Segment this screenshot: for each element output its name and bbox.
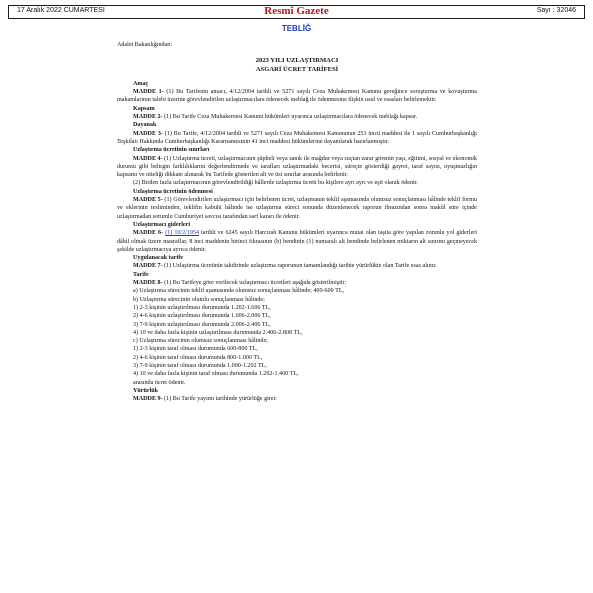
article-9: [117, 395, 477, 403]
article-3: [117, 130, 477, 147]
article-5-label: MADDE 5-: [133, 197, 163, 204]
tariff-line-c2: 2) 4-6 kişinin taraf olması durumunda 800-1.000 TL,: [133, 354, 263, 361]
article-6: [117, 229, 477, 254]
document-body: [117, 41, 477, 403]
article-2-label: MADDE 2-: [133, 114, 163, 121]
tariff-line-closing: arasında ücret ödenir.: [133, 379, 186, 386]
tariff-line-b3: 3) 7-9 kişinin uzlaştırılması durumunda 2.006-2.406 TL,: [133, 321, 271, 328]
article-9-label: MADDE 9-: [133, 396, 163, 403]
article-6-text: tarihli ve 6245 sayılı Harcırah Kanunu hükümleri uyarınca mutat olan taşıta göre yapılan zorunlu yol giderleri dâhil olmak üzere masraflar, 8 inci maddenin birinci fıkrasının (b) bendinin (1) numaralı alt bendinde belirlenen miktarın alt sınırını geçmeyecek şekilde uzlaştırmacıya ayrıca ödenir.: [117, 230, 477, 253]
article-4-heading: Uzlaştırma ücretinin sınırları: [133, 147, 210, 154]
article-3-label: MADDE 3-: [133, 130, 163, 137]
gazette-header: [8, 5, 585, 19]
tariff-line-c3: 3) 7-9 kişinin taraf olması durumunda 1.000-1.202 TL,: [133, 362, 267, 369]
article-4-paragraph-2: (2) Birden fazla uzlaştırmacının görevlendirildiği hâllerde uzlaştırma ücreti bu kişilere ayrı ayrı ve eşit olarak ödenir.: [133, 180, 418, 187]
article-2-text: (1) Bu Tarife Ceza Muhakemesi Kanunu hükümleri uyarınca uzlaştırmacılara ödenecek meblağı kapsar.: [162, 114, 418, 121]
article-1-label: MADDE 1-: [133, 89, 164, 96]
article-4: [117, 155, 477, 180]
tariff-line-b4: 4) 10 ve daha fazla kişinin uzlaştırılması durumunda 2.406-2.808 TL,: [133, 329, 303, 336]
article-2: [117, 113, 477, 121]
article-4-label: MADDE 4-: [133, 155, 163, 162]
article-7-text: (1) Uzlaştırma ücretinin takdirinde uzlaştırma raporunun tamamlandığı tarihte yürürlükte olan Tarife esas alınır.: [162, 263, 437, 270]
article-8-heading: Tarife: [133, 271, 149, 278]
article-3-text: (1) Bu Tarife, 4/12/2004 tarihli ve 5271 sayılı Ceza Muhakemesi Kanununun 253 üncü maddesi ile 1 sayılı Cumhurbaşkanlığı Teşkilatı Hakkında Cumhurbaşkanlığı Kararnamesinin 41 inci maddesi hükümlerine dayanılarak hazırlanmıştır.: [117, 130, 477, 145]
article-3-heading: Dayanak: [133, 122, 157, 129]
article-8: [117, 279, 477, 287]
issue-number: Sayı : 32046: [536, 7, 576, 14]
gazette-title: Resmî Gazete: [264, 5, 329, 17]
issuer: Adalet Bakanlığından:: [117, 42, 172, 48]
article-1-heading: Amaç: [133, 80, 149, 87]
article-9-text: (1) Bu Tarife yayımı tarihinde yürürlüğe girer.: [162, 396, 277, 403]
tariff-line-c4: 4) 10 ve daha fazla kişinin taraf olması durumunda 1.202-1.400 TL,: [133, 371, 299, 378]
article-7-heading: Uygulanacak tarife: [133, 255, 183, 262]
article-1: [117, 88, 477, 105]
tariff-line-b2: 2) 4-6 kişinin uzlaştırılması durumunda 1.606-2.006 TL,: [133, 313, 271, 320]
document-title-line2: ASGARİ ÜCRET TARİFESİ: [255, 65, 339, 73]
article-8-text: (1) Bu Tarifeye göre verilecek uzlaştırmacı ücretleri aşağıda gösterilmiştir:: [162, 280, 347, 287]
article-5: [117, 196, 477, 221]
tariff-line-b1: 1) 2-3 kişinin uzlaştırılması durumunda 1.202-1.606 TL,: [133, 304, 271, 311]
document-title-line1: 2023 YILI UZLAŞTIRMACI: [255, 57, 339, 65]
article-9-heading: Yürürlük: [133, 387, 159, 394]
tariff-line-c: c) Uzlaştırma sürecinin olumsuz sonuçlanması hâlinde;: [133, 338, 268, 345]
article-5-heading: Uzlaştırma ücretinin ödenmesi: [133, 188, 213, 195]
article-7-label: MADDE 7-: [133, 263, 163, 270]
tariff-line-a: a) Uzlaştırma sürecinin teklif aşamasında olumsuz sonuçlanması hâlinde; 400-600 TL,: [133, 288, 345, 295]
article-2-heading: Kapsam: [133, 105, 155, 112]
article-6-label: MADDE 6-: [133, 230, 164, 237]
header-date: 17 Aralık 2022 CUMARTESİ: [17, 7, 105, 14]
section-label: TEBLİĞ: [281, 24, 312, 33]
tariff-line-c1: 1) 2-3 kişinin taraf olması durumunda 600-800 TL,: [133, 346, 258, 353]
article-5-text: (1) Görevlendirilen uzlaştırmacı için belirlenen ücret, uzlaşmanın teklif aşamasında olumsuz sonuçlanması hâlinde teklif formu ve eklerinin tesliminden, teklifin kabulü hâlinde ise uzlaştırma süreci sonunda düzenlenecek raporun ibrazından sonra makûl süre içinde uzlaştırmadan sorumlu Cumhuriyet savcısı tarafından sarf kararı ile ödenir.: [117, 197, 477, 220]
tariff-line-b: b) Uzlaştırma sürecinin olumlu sonuçlanması hâlinde;: [133, 296, 265, 303]
article-8-label: MADDE 8-: [133, 280, 163, 287]
article-6-heading: Uzlaştırmacı giderleri: [133, 221, 191, 228]
law-reference-link[interactable]: (1) 10/2/1954: [165, 230, 200, 237]
article-4-text: (1) Uzlaştırma ücreti, uzlaştırmacının şüpheli veya sanık ile mağdur veya suçtan zarar görenin yaşı, eğitimi, sosyal ve ekonomik durumu gibi belirgin farklılıklarını değerlendirmede ve tarafları uzlaştırmadaki becerisi, süreçte gösterdiği gayret, taraf sayısı, uyuşmazlığın kapsamı ve niteliği dikkate alınarak bu Tarifede gösterilen alt ve üst sınırlar arasında belirlenir.: [117, 155, 477, 179]
article-7: [117, 262, 477, 270]
article-1-text: (1) Bu Tarifenin amacı, 4/12/2004 tarihli ve 5271 sayılı Ceza Muhakemesi Kanunu gereğince soruşturma ve kovuşturma makamlarının talebi üzerine görevlendirilen uzlaştırmacılara ödenecek meblağ ile ödenmesine ilişkin usul ve esasları belirlemektir.: [117, 89, 477, 104]
